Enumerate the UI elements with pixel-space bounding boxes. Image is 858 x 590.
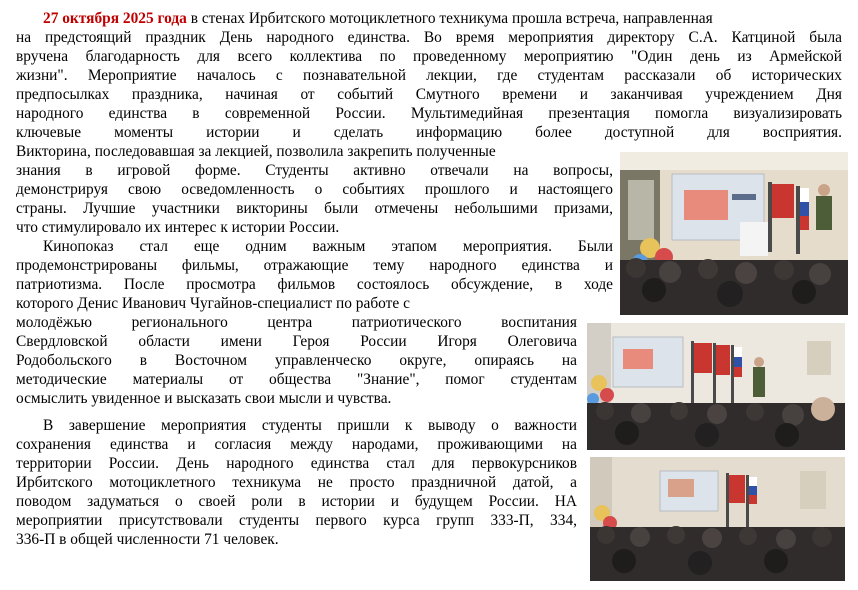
presenter bbox=[753, 367, 765, 397]
presenter-head bbox=[818, 184, 830, 196]
head bbox=[659, 261, 681, 283]
screen-graphic bbox=[623, 349, 653, 369]
head bbox=[631, 403, 651, 423]
paragraph-line: Кинопоказ стал еще одним важным этапом мероприятия. Были bbox=[43, 238, 613, 255]
article-date: 27 октября 2025 года bbox=[43, 10, 187, 27]
lecture-hall-photo-1 bbox=[620, 152, 848, 315]
head bbox=[782, 404, 804, 426]
head bbox=[774, 260, 794, 280]
paragraph-line: ключевые моменты истории и сделать информацию более доступной для восприятия. bbox=[16, 124, 842, 141]
flag-red bbox=[729, 475, 745, 503]
podium-paper bbox=[740, 222, 768, 256]
paragraph-line: демонстрируя свою осведомленность о событиях прошлого и настоящего bbox=[16, 181, 613, 198]
flagpole bbox=[796, 186, 800, 254]
paragraph-line: молодёжью регионального центра патриотического воспитания bbox=[16, 314, 577, 331]
paragraph-line: страны. Лучшие участники викторины были отмечены небольшими призами, bbox=[16, 200, 613, 217]
face bbox=[811, 397, 835, 421]
head bbox=[688, 551, 712, 575]
flag-red-stripe bbox=[800, 216, 809, 230]
head bbox=[809, 263, 831, 285]
paragraph-line: продемонстрированы фильмы, отражающие тему народного единства и bbox=[16, 257, 613, 274]
paragraph-line: вручена благодарность для всего коллектива по проведенному мероприятию "Один день из Армейской bbox=[16, 48, 842, 65]
head bbox=[667, 526, 685, 544]
head bbox=[707, 404, 727, 424]
paragraph-line: территории России. День народного единства стал для первокурсников bbox=[16, 455, 577, 472]
flag-blue bbox=[749, 486, 757, 495]
window-light bbox=[628, 180, 654, 240]
paragraph-line: которого Денис Иванович Чугайнов-специалист по работе с bbox=[16, 295, 410, 312]
paragraph-line: Викторина, последовавшая за лекцией, позволила закрепить полученные bbox=[16, 143, 496, 160]
paragraph-line: на предстоящий праздник День народного единства. Во время мероприятия директору С.А. Катциной была bbox=[16, 29, 842, 46]
presenter bbox=[816, 196, 832, 230]
flag-white bbox=[749, 477, 757, 486]
lecture-hall-photo-2 bbox=[587, 323, 845, 450]
head bbox=[642, 278, 666, 302]
head bbox=[698, 259, 718, 279]
head bbox=[764, 549, 788, 573]
flagpole bbox=[731, 345, 734, 411]
flag-blue bbox=[800, 202, 809, 216]
paragraph-line: сохранения единства и согласия между народами, проживающими на bbox=[16, 436, 577, 453]
balloon-red bbox=[600, 388, 614, 402]
flag-red-stripe bbox=[734, 367, 742, 377]
head bbox=[615, 421, 639, 445]
presenter-head bbox=[754, 357, 764, 367]
paragraph-line: жизни". Мероприятие началось с познавательной лекции, где студентам рассказали об исторических bbox=[16, 67, 842, 84]
head bbox=[670, 402, 688, 420]
head bbox=[626, 258, 646, 278]
head bbox=[597, 526, 615, 544]
paragraph-line: Ирбитского мотоциклетного техникума не просто праздничной датой, а bbox=[16, 474, 577, 491]
screen-graphic bbox=[684, 190, 728, 220]
paragraph-line: предпосылках праздника, начиная от событий Смутного времени и заканчивая учреждением Дня bbox=[16, 86, 842, 103]
head bbox=[717, 281, 743, 307]
flag-white bbox=[800, 188, 809, 202]
flag-blue bbox=[734, 357, 742, 367]
flag-red bbox=[772, 184, 794, 218]
paragraph-line: осмыслить увиденное и высказать свои мысли и чувства. bbox=[16, 390, 392, 407]
flagpole bbox=[768, 182, 772, 252]
paragraph-line: Свердловской области имени Героя России Игоря Олеговича bbox=[16, 333, 577, 350]
screen-graphic bbox=[668, 479, 694, 497]
head bbox=[695, 423, 719, 447]
head bbox=[612, 549, 636, 573]
flag-white bbox=[734, 347, 742, 357]
head bbox=[746, 403, 764, 421]
screen-text bbox=[732, 194, 756, 200]
paragraph-line: знания в игровой форме. Студенты активно отвечали на вопросы, bbox=[16, 162, 613, 179]
flag-red bbox=[716, 345, 730, 375]
flag-red-stripe bbox=[749, 495, 757, 504]
flagpole bbox=[691, 341, 694, 409]
door bbox=[807, 341, 831, 375]
flagpole bbox=[713, 343, 716, 409]
paragraph-line: Родобольского в Восточном управленческо округе, опираясь на bbox=[16, 352, 577, 369]
flagpole bbox=[746, 475, 749, 535]
paragraph-line: мероприятии присутствовали студенты первого курса групп 333-П, 334, bbox=[16, 512, 577, 529]
paragraph-line: патриотизма. После просмотра фильмов состоялось обсуждение, в ходе bbox=[16, 276, 613, 293]
head bbox=[775, 423, 799, 447]
head bbox=[735, 262, 757, 284]
head bbox=[812, 527, 832, 547]
intro-line-text: в стенах Ирбитского мотоциклетного техникума прошла встреча, направленная bbox=[186, 10, 713, 27]
door bbox=[800, 471, 826, 509]
paragraph-line: народного единства в современной России. Мультимедийная презентация помогла визуализировать bbox=[16, 105, 842, 122]
paragraph-line: В завершение мероприятия студенты пришли к выводу о важности bbox=[43, 417, 577, 434]
ceiling bbox=[620, 152, 848, 170]
paragraph-line: 336-П в общей численности 71 человек. bbox=[16, 531, 279, 548]
flag-red bbox=[694, 343, 712, 373]
head bbox=[739, 527, 757, 545]
head bbox=[702, 528, 722, 548]
paragraph-line: методические материалы от общества "Знание", помог студентам bbox=[16, 371, 577, 388]
paragraph-line: поводом задуматься о своей роли в истории и будущем России. НА bbox=[16, 493, 577, 510]
flagpole bbox=[726, 473, 729, 533]
head bbox=[596, 402, 614, 420]
head bbox=[630, 527, 650, 547]
head bbox=[792, 280, 816, 304]
head bbox=[776, 529, 796, 549]
paragraph-line: что стимулировало их интерес к истории России. bbox=[16, 219, 340, 236]
intro-line bbox=[43, 10, 713, 29]
lecture-hall-photo-3 bbox=[590, 457, 845, 581]
